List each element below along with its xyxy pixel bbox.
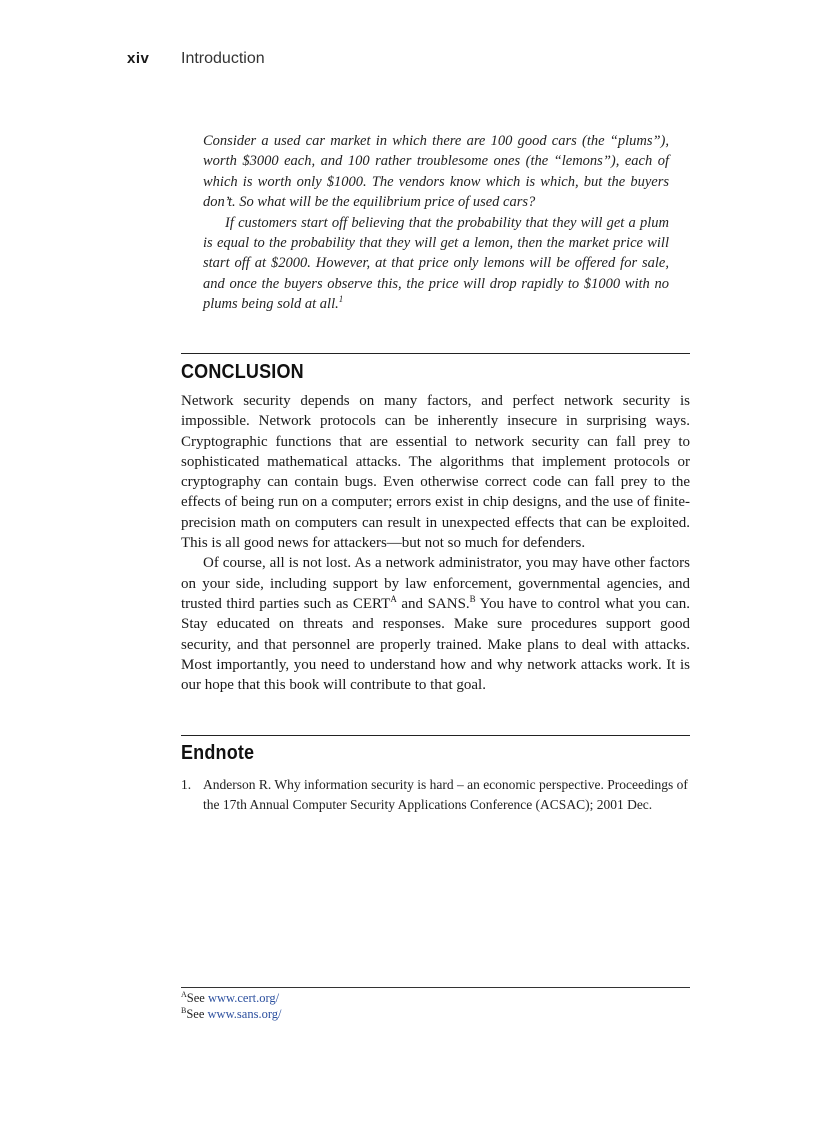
running-head [127,50,265,68]
footnote-divider [181,987,690,988]
endnote-reference-1[interactable]: 1 [338,294,344,305]
endnote-item [181,775,690,815]
footnote-a-link[interactable]: www.cert.org/ [207,991,280,1005]
quote-paragraph-2 [203,213,669,315]
conclusion-paragraph-1: Network security depends on many factors, and perfect network security is impossible. Network protocols can be inherently insecure in surprising ways. Cryptographic functions that are essential to network security can fall prey to sophisticated mathematical attacks. The algorithms that implement protocols or cryptography can contain bugs. Even otherwise correct code can fall prey to the effects of being run on a computer; errors exist in chip designs, and the use of finite-precision math on computers can result in unexpected effects that can be exploited. This is all good news for attackers—but not so much for defenders. [181,393,690,552]
endnote-text: Anderson R. Why information security is hard – an economic perspective. Proceedings of the 17th Annual Computer Security Applications Conference (ACSAC); 2001 Dec. [203,777,688,812]
conclusion-heading: CONCLUSION [181,361,304,383]
footnotes [181,990,282,1022]
conclusion-paragraph-2 [181,553,690,695]
footnote-reference-b[interactable]: B [469,593,476,604]
page-number: xiv [127,50,150,67]
quote-paragraph-2-text: If customers start off believing that the probability that they will get a plum is equal to the probability that they will get a lemon, then the market price will start off at $2000. However, at that price only lemons will be offered for sale, and once the buyers observe this, the price will drop rapidly to $1000 with no plums being sold at all. [203,214,669,313]
endnote-heading: Endnote [181,742,255,764]
conclusion-paragraph-2-part-1: Of course, all is not lost. As a network administrator, you may have other factors on your side, including support by law enforcement, governmental agencies, and trusted third parties such as CERT [181,555,690,612]
conclusion-body [181,391,690,695]
footnote-marker-b: B [181,1005,187,1015]
footnote-b-link[interactable]: www.sans.org/ [207,1007,282,1021]
footnote-a-prefix: See [186,991,208,1005]
section-divider-conclusion [181,353,690,354]
conclusion-paragraph-2-part-3: You have to control what you can. Stay educated on threats and responses. Make sure procedures support good security, and that personnel are properly trained. Make plans to deal with attacks. Most importantly, you need to understand how and why network attacks work. It is our hope that this book will contribute to that goal. [181,595,690,694]
footnote-reference-a[interactable]: A [390,593,397,604]
footnote-b-prefix: See [186,1007,208,1021]
conclusion-paragraph-2-part-2: and SANS. [396,595,470,612]
footnote-marker-a: A [181,989,187,999]
quote-paragraph-1: Consider a used car market in which there are 100 good cars (the “plums”), worth $3000 each, and 100 rather troublesome ones (the “lemons”), each of which is worth only $1000. The vendors know which is which, but the buyers don’t. So what will be the equilibrium price of used cars? [203,133,669,211]
section-divider-endnote [181,735,690,736]
block-quote [203,131,669,315]
footnote-b [181,1006,282,1022]
running-title: Introduction [181,50,265,67]
footnote-a [181,990,282,1006]
endnote-number: 1. [181,777,192,792]
